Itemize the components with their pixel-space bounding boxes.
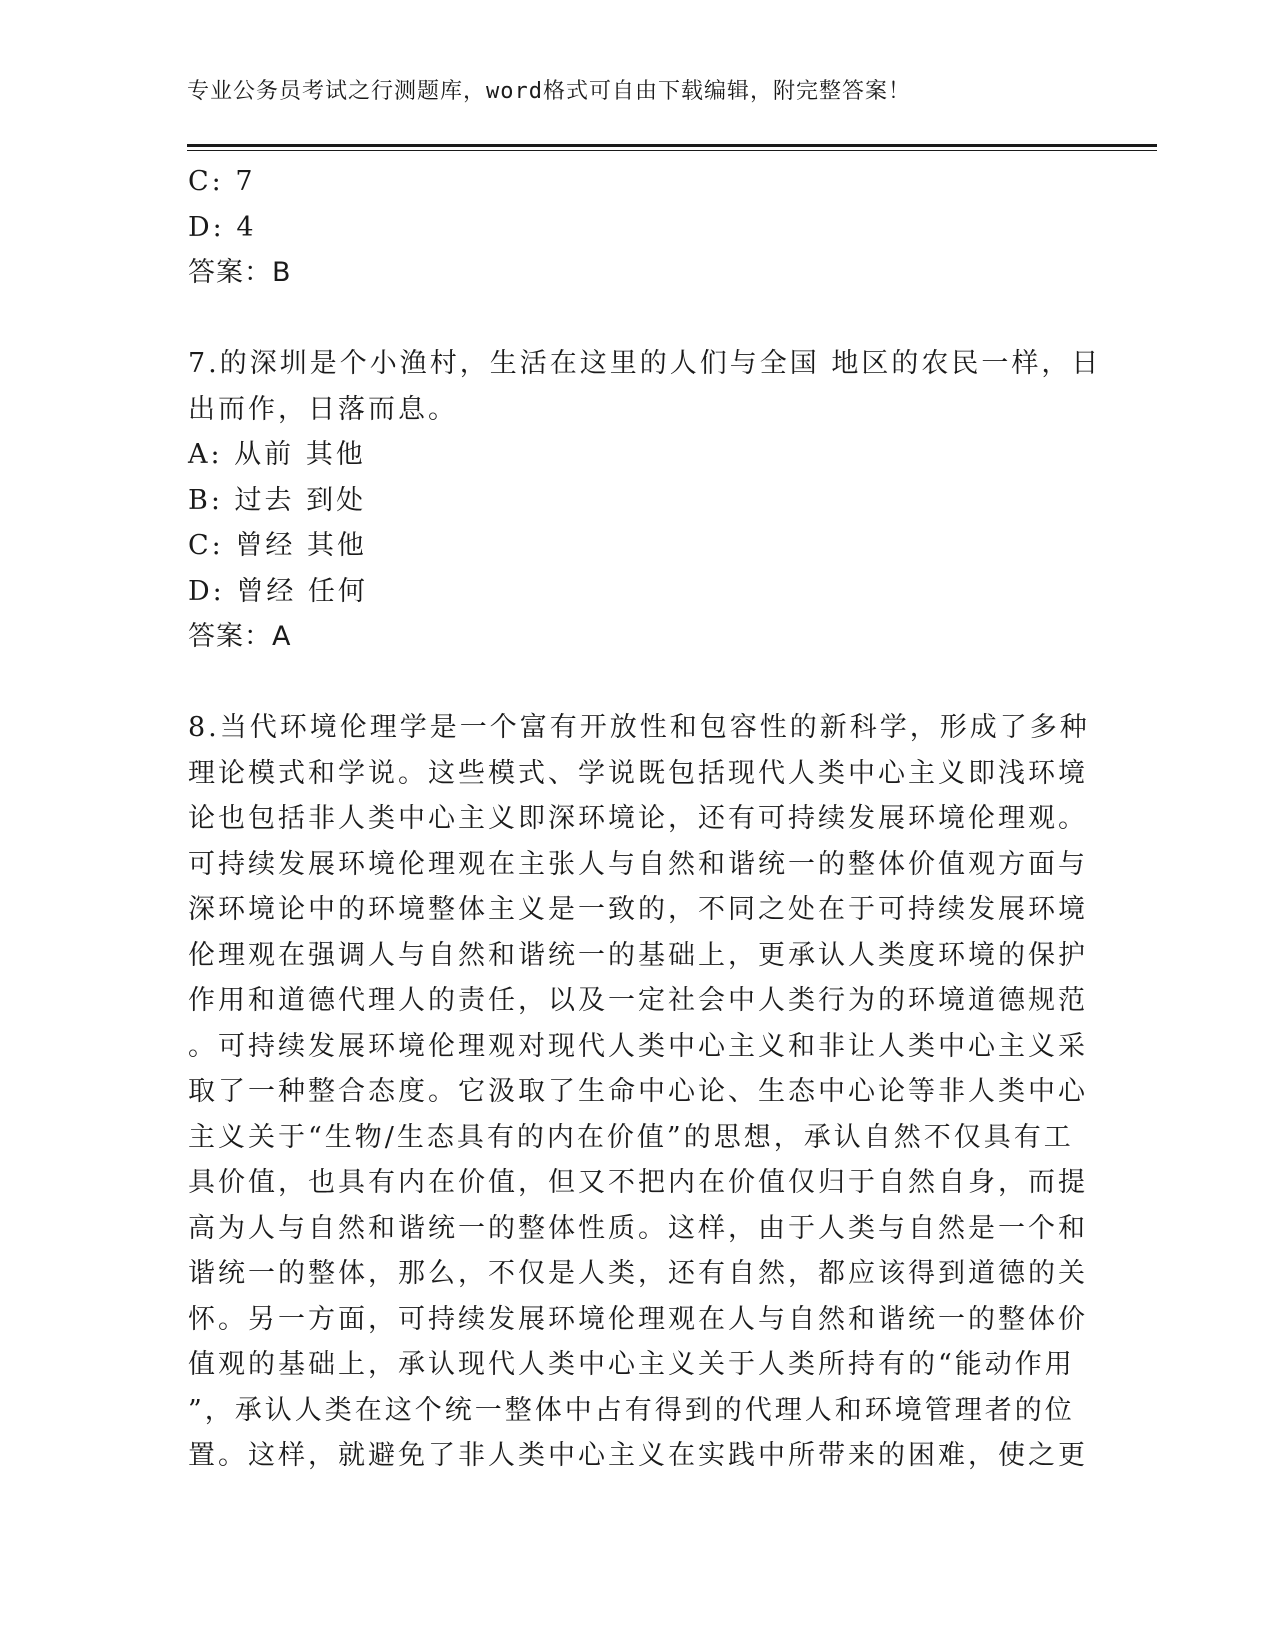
question-8-line: 理论模式和学说。这些模式、学说既包括现代人类中心主义即浅环境 <box>188 757 1088 789</box>
question-8-line: 8.当代环境伦理学是一个富有开放性和包容性的新科学，形成了多种 <box>188 712 1090 743</box>
question-8-line: 置。这样，就避免了非人类中心主义在实践中所带来的困难，使之更 <box>188 1440 1088 1471</box>
question-8-line: 取了一种整合态度。它汲取了生命中心论、生态中心论等非人类中心 <box>188 1076 1088 1107</box>
answer-q7: 答案：A <box>188 621 292 652</box>
q7-option-a: A: 从前 其他 <box>188 439 366 470</box>
option-c: C: 7 <box>188 166 256 197</box>
question-8-line: 谐统一的整体，那么，不仅是人类，还有自然，都应该得到道德的关 <box>188 1258 1088 1289</box>
q7-option-d: D: 曾经 任何 <box>188 575 368 607</box>
question-8-line: 高为人与自然和谐统一的整体性质。这样，由于人类与自然是一个和 <box>188 1212 1088 1244</box>
question-8-line: 具价值，也具有内在价值，但又不把内在价值仅归于自然自身，而提 <box>188 1167 1088 1198</box>
question-7-line: 7.的深圳是个小渔村，生活在这里的人们与全国 地区的农民一样，日 <box>188 348 1102 379</box>
question-7-line: 出而作，日落而息。 <box>188 393 458 425</box>
question-8 <box>188 705 1090 1479</box>
q7-option-b: B: 过去 到处 <box>188 484 367 516</box>
question-8-line: 深环境论中的环境整体主义是一致的，不同之处在于可持续发展环境 <box>188 894 1088 925</box>
question-8-line: 主义关于“生物/生态具有的内在价值”的思想，承认自然不仅具有工 <box>188 1121 1074 1153</box>
question-8-line: 作用和道德代理人的责任，以及一定社会中人类行为的环境道德规范 <box>188 985 1088 1016</box>
question-8-line: 伦理观在强调人与自然和谐统一的基础上，更承认人类度环境的保护 <box>188 939 1088 971</box>
header-rule-thin <box>187 150 1157 151</box>
question-8-line: 值观的基础上，承认现代人类中心主义关于人类所持有的“能动作用 <box>188 1349 1075 1380</box>
question-8-line: ”，承认人类在这个统一整体中占有得到的代理人和环境管理者的位 <box>188 1394 1075 1426</box>
question-8-line: 可持续发展环境伦理观在主张人与自然和谐统一的整体价值观方面与 <box>188 848 1088 880</box>
q7-option-c: C: 曾经 其他 <box>188 530 367 561</box>
answer-q6: 答案：B <box>188 257 292 288</box>
option-d: D: 4 <box>188 211 257 243</box>
question-content <box>188 159 1102 1479</box>
page-header: 专业公务员考试之行测题库，word格式可自由下载编辑，附完整答案！ <box>187 79 911 104</box>
header-rule-thick <box>187 144 1157 147</box>
question-8-line: 论也包括非人类中心主义即深环境论，还有可持续发展环境伦理观。 <box>188 803 1088 834</box>
question-8-line: 怀。另一方面，可持续发展环境伦理观在人与自然和谐统一的整体价 <box>188 1303 1088 1335</box>
question-8-line: 。可持续发展环境伦理观对现代人类中心主义和非让人类中心主义采 <box>188 1030 1088 1062</box>
